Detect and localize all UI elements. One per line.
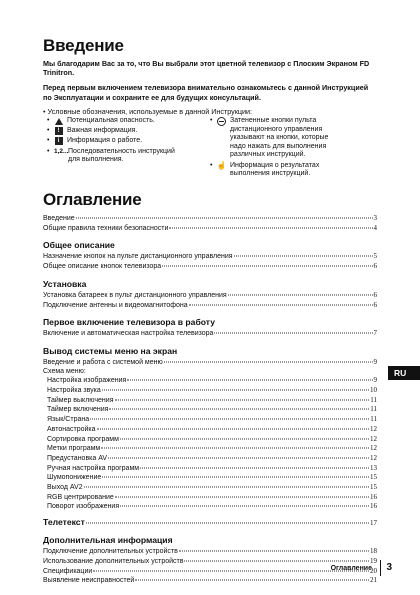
toc-row[interactable] [43,224,377,234]
toc-row-label: Назначение кнопок на пульте дистанционного управления [43,253,233,261]
toc-row-label: Метки программ [47,445,101,453]
toc-row-label: Спецификации [43,567,93,575]
toc-row-page: 18 [370,547,377,556]
toc-row-page: 13 [370,463,377,472]
menu-scheme-label: Схема меню: [43,367,86,375]
symbol-text: Важная информация. [67,127,138,135]
toc-row-page: 5 [373,252,377,261]
toc-row[interactable] [43,483,377,493]
toc-row[interactable] [43,214,377,224]
page-footer [300,560,400,580]
symbol-item-danger: • Потенциальная опасность. [47,117,155,125]
toc-row[interactable] [43,415,377,425]
toc-row[interactable] [43,358,377,368]
toc-row-label: Подключение антенны и видеомагнитофона [43,301,188,309]
toc-row[interactable] [43,396,377,406]
toc-row[interactable] [43,386,377,396]
toc-row[interactable] [43,329,377,339]
toc-row-page: 12 [370,453,377,462]
toc-row-page: 17 [370,519,377,528]
toc-row-page: 21 [370,576,377,585]
toc-row-page: 15 [370,473,377,482]
toc-row-label: Язык/Страна [47,416,90,424]
toc-row[interactable] [43,291,377,301]
symbol-text: Информация о работе. [67,137,143,145]
toc-row-page: 20 [370,566,377,575]
toc-row-label: Выход AV2 [47,484,83,492]
intro-thanks: Мы благодарим Вас за то, что Вы выбрали этот цветной телевизор с Плоским Экраном FD Trinitron. [43,59,370,78]
toc-row-label: Установка батареек в пульт дистанционного управления [43,291,227,299]
toc-row-page: 9 [373,376,377,385]
toc-row[interactable] [43,493,377,503]
symbol-text: Последовательность инструкций для выполнения. [68,147,175,164]
toc-row-page: 11 [370,395,377,404]
toc-row-page: 12 [370,434,377,443]
toc-row-label: Телетекст [43,517,85,528]
symbol-item-sequence: • 1,2... Последовательность инструкций для выполнения. [47,148,207,165]
toc-row-label: Включение и автоматическая настройка телевизора [43,330,214,338]
toc-row[interactable] [43,425,377,435]
menu-scheme-list [43,376,377,512]
symbols-legend [43,117,377,185]
toc-row-page: 11 [370,405,377,414]
toc-row-label: Настройка изображения [47,377,127,385]
toc-section-heading: Общее описание [43,240,115,251]
toc-row-page: 7 [373,329,377,338]
toc-row-page: 12 [370,444,377,453]
toc-row-label: Автонастройка [47,425,96,433]
toc-row-page: 16 [370,502,377,511]
toc-section-heading: Первое включение телевизора в работу [43,317,216,328]
toc-row-label: Общее описание кнопок телевизора [43,263,162,271]
toc-row[interactable] [43,444,377,454]
toc-row-page: 6 [373,290,377,299]
toc-row[interactable] [43,435,377,445]
footer-divider [380,560,381,576]
toc-section-heading: Установка [43,278,87,289]
toc-row-label: Таймер выключения [47,396,114,404]
toc-row-page: 9 [373,357,377,366]
toc-row-label: Шумопонижение [47,474,102,482]
toc-row[interactable] [43,301,377,311]
toc-row[interactable] [43,547,377,557]
toc-teletext-row[interactable] [43,517,377,528]
toc-row-label: Сортировка программ [47,435,119,443]
toc-row-page: 11 [370,415,377,424]
symbol-item-info: • i Информация о работе. [47,137,143,145]
toc-row-label: Подключение дополнительных устройств [43,548,178,556]
symbols-right-column [210,117,335,180]
toc-section-heading: Вывод системы меню на экран [43,345,178,356]
toc-row[interactable] [43,454,377,464]
toc-row[interactable] [43,473,377,483]
symbol-item-important: • ! Важная информация. [47,127,138,135]
important-info-icon: ! [54,127,63,135]
toc-row-page: 12 [370,424,377,433]
toc-row-label: RGB центрирование [47,493,114,501]
toc-row[interactable] [43,464,377,474]
toc-row-page: 6 [373,300,377,309]
toc-row-label: Введение и работа с системой меню [43,358,163,366]
toc-row[interactable] [43,405,377,415]
toc-row[interactable] [43,376,377,386]
toc-row-page: 19 [370,556,377,565]
toc-row[interactable] [43,262,377,272]
symbols-intro: • Условные обозначения, используемые в данной Инструкции: [43,106,253,116]
symbol-item-remote: • Затененные кнопки пульта дистанционного управления указывают на кнопки, которые надо нажать для выполнения различных инструкций. [210,117,335,160]
toc-row-label: Таймер включения [47,406,109,414]
info-icon: i [54,137,63,145]
toc-row-label: Настройка звука [47,387,101,395]
sequence-numbers-icon: 1,2... [54,147,69,155]
toc-row-page: 6 [373,262,377,271]
toc-row-page: 3 [373,214,377,223]
intro-title: Введение [43,36,124,55]
toc-row-label: Выявление неисправностей [43,577,135,585]
toc-row-label: Общие правила техники безопасности [43,224,169,232]
language-tab: RU [388,366,420,380]
toc-row[interactable] [43,502,377,512]
footer-label: Оглавление [330,565,372,572]
toc-top-rows [43,214,377,233]
toc-row-page: 16 [370,492,377,501]
warning-triangle-icon [54,117,63,125]
toc-row[interactable] [43,252,377,262]
toc-row-label: Ручная настройка программ [47,464,140,472]
symbol-text: Затененные кнопки пульта дистанционного управления указывают на кнопки, которые надо нажать для выполнения различных инструкций. [230,117,329,159]
intro-before-use: Перед первым включением телевизора внимательно ознакомьтесь с данной Инструкцией по Эксплуатации и сохраните ее для будущих консультаций. [43,83,369,102]
page-content [43,36,377,586]
symbol-item-result: • ☝ Информация о результатах выполнения инструкций. [210,162,335,179]
toc-row-label: Поворот изображения [47,503,120,511]
symbol-text: Потенциальная опасность. [67,117,155,125]
symbols-left-column [47,117,207,166]
toc-row-label: Предустановка AV [47,454,108,462]
symbol-text: Информация о результатах выполнения инструкций. [230,161,320,178]
footer-page-number: 3 [386,562,392,573]
toc-row-label: Использование дополнительных устройств [43,557,184,565]
toc-title: Оглавление [43,190,142,210]
toc-row-page: 4 [373,223,377,232]
toc-row-label: Введение [43,215,75,223]
toc-section-heading: Дополнительная информация [43,535,173,546]
remote-buttons-icon [217,117,226,125]
toc-row-page: 10 [370,386,377,395]
toc-row-page: 15 [370,483,377,492]
result-hand-icon: ☝ [216,160,227,170]
